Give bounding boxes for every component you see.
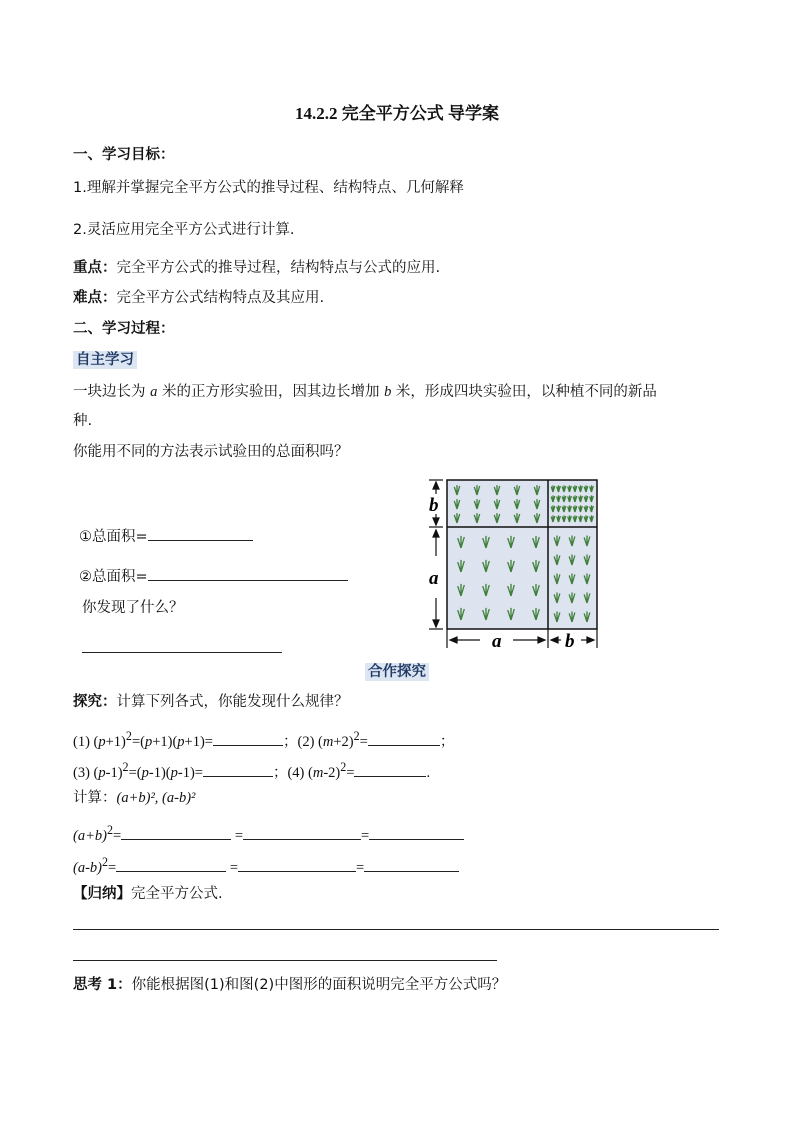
e2-semicolon: ； [439, 733, 455, 750]
row2-blank-1[interactable] [116, 857, 226, 872]
row2-lhs: (a-b) [73, 859, 102, 876]
e2-blank[interactable] [368, 731, 440, 746]
field-diagram [425, 478, 600, 650]
goal-2: 2.灵活应用完全平方公式进行计算. [73, 222, 295, 238]
area-2-row [79, 566, 348, 587]
e4-end: = [346, 764, 355, 781]
label-a-side: a [429, 568, 439, 589]
e4-var: m [312, 764, 324, 781]
difficulty-label: 难点： [73, 290, 117, 306]
e3-prefix: (3) ( [73, 764, 99, 781]
summary-text: 完全平方公式. [131, 886, 223, 902]
label-b-side: b [429, 495, 439, 516]
difficulty-point [73, 288, 324, 308]
row1-eq3: = [361, 827, 370, 844]
self-study-tag-row [73, 350, 137, 370]
field-blocks [447, 480, 597, 629]
problem-text-b: 米的正方形实验田，因其边长增加 [157, 384, 385, 400]
e3-sq: 2 [122, 760, 129, 774]
e3-p2: p [141, 764, 149, 781]
row1-blank-1[interactable] [121, 825, 231, 840]
var-b: b [384, 384, 392, 400]
area-1-label: ①总面积= [79, 529, 148, 545]
row2-blank-2[interactable] [238, 857, 356, 872]
page-title: 14.2.2 完全平方公式 导学案 [295, 104, 499, 123]
self-study-tag: 自主学习 [73, 351, 137, 369]
row1-sq: 2 [106, 823, 113, 837]
formula-row-1 [73, 820, 464, 846]
e3-mid2: -1)( [148, 764, 171, 781]
row2-eq3: = [356, 859, 365, 876]
row2-sq: 2 [102, 855, 109, 869]
section-heading-process: 二、学习过程： [73, 321, 175, 337]
e1-p3: p [177, 733, 185, 750]
e1-sq: 2 [125, 729, 132, 743]
think-text: 你能根据图(1)和图(2)中图形的面积说明完全平方公式吗？ [131, 977, 507, 993]
e3-end: -1)= [177, 764, 203, 781]
formula-row-2 [73, 852, 459, 878]
explore-label: 探究： [73, 694, 117, 710]
row1-eq1: = [113, 827, 122, 844]
e2-prefix: ；(2) ( [282, 733, 323, 750]
field-outline [447, 480, 597, 629]
e1-p2: p [144, 733, 153, 750]
question: 你能用不同的方法表示试验田的总面积吗？ [73, 444, 349, 460]
e4-sq: 2 [340, 760, 347, 774]
key-point-label: 重点： [73, 260, 117, 276]
e1-var: p [98, 733, 106, 750]
e3-blank[interactable] [203, 762, 273, 777]
think-row [73, 975, 506, 995]
e4-dot: . [426, 764, 431, 781]
explore-intro [73, 692, 349, 712]
calc-label: 计算： [73, 790, 117, 806]
problem-line-2: 种. [73, 413, 93, 429]
e2-mid: +2) [333, 733, 354, 750]
problem-line-1 [73, 382, 657, 402]
e1-blank[interactable] [213, 731, 283, 746]
area-1-row [79, 526, 253, 547]
exercise-row-2 [73, 757, 430, 783]
var-a: a [150, 384, 158, 400]
e3-var: p [98, 764, 106, 781]
explore-tag-row [0, 662, 794, 682]
row2-eq2: = [229, 859, 239, 876]
summary-line-1[interactable] [73, 929, 719, 930]
e1-mid2: +1)( [152, 733, 178, 750]
goal-1: 1.理解并掌握完全平方公式的推导过程、结构特点、几何解释 [73, 180, 464, 196]
summary-line-2[interactable] [73, 960, 497, 961]
think-label: 思考 1： [73, 977, 132, 993]
e4-prefix: ；(4) ( [272, 764, 313, 781]
e4-blank[interactable] [354, 762, 426, 777]
e1-end: +1)= [184, 733, 213, 750]
label-b-bottom: b [565, 631, 575, 650]
calc-exprs: (a+b)², (a-b)² [116, 790, 196, 806]
area-2-label: ②总面积= [79, 569, 148, 585]
e1-prefix: (1) ( [73, 733, 99, 750]
explore-intro-text: 计算下列各式，你能发现什么规律？ [116, 694, 349, 710]
e1-eq: =( [131, 733, 145, 750]
e1-mid: +1) [105, 733, 126, 750]
explore-tag: 合作探究 [365, 663, 429, 681]
row1-eq2: = [234, 827, 243, 844]
problem-text-c: 米，形成四块实验田，以种植不同的新品 [391, 384, 657, 400]
label-a-bottom: a [492, 631, 502, 650]
e2-var: m [322, 733, 334, 750]
row1-blank-2[interactable] [243, 825, 361, 840]
summary-label: 【归纳】 [73, 886, 131, 902]
calc-row [73, 788, 195, 808]
exercise-row-1 [73, 726, 454, 752]
problem-text-a: 一块边长为 [73, 384, 151, 400]
e3-mid: -1) [105, 764, 123, 781]
discover-answer-line[interactable] [82, 652, 282, 653]
row2-eq1: = [108, 859, 117, 876]
e4-mid: -2) [323, 764, 341, 781]
section-heading-goals: 一、学习目标： [73, 147, 175, 163]
row1-blank-3[interactable] [369, 825, 464, 840]
e2-sq: 2 [353, 729, 360, 743]
key-point [73, 258, 440, 278]
difficulty-text: 完全平方公式结构特点及其应用. [116, 290, 325, 306]
e3-eq: =( [128, 764, 142, 781]
key-point-text: 完全平方公式的推导过程，结构特点与公式的应用. [116, 260, 441, 276]
area-2-blank[interactable] [148, 566, 348, 581]
e2-end: = [359, 733, 368, 750]
e3-p3: p [170, 764, 178, 781]
summary-row [73, 884, 223, 904]
bottom-dimension [447, 629, 597, 648]
row2-blank-3[interactable] [364, 857, 459, 872]
area-1-blank[interactable] [148, 526, 253, 541]
row1-lhs: (a+b) [73, 827, 107, 844]
discover-question: 你发现了什么？ [82, 600, 184, 616]
